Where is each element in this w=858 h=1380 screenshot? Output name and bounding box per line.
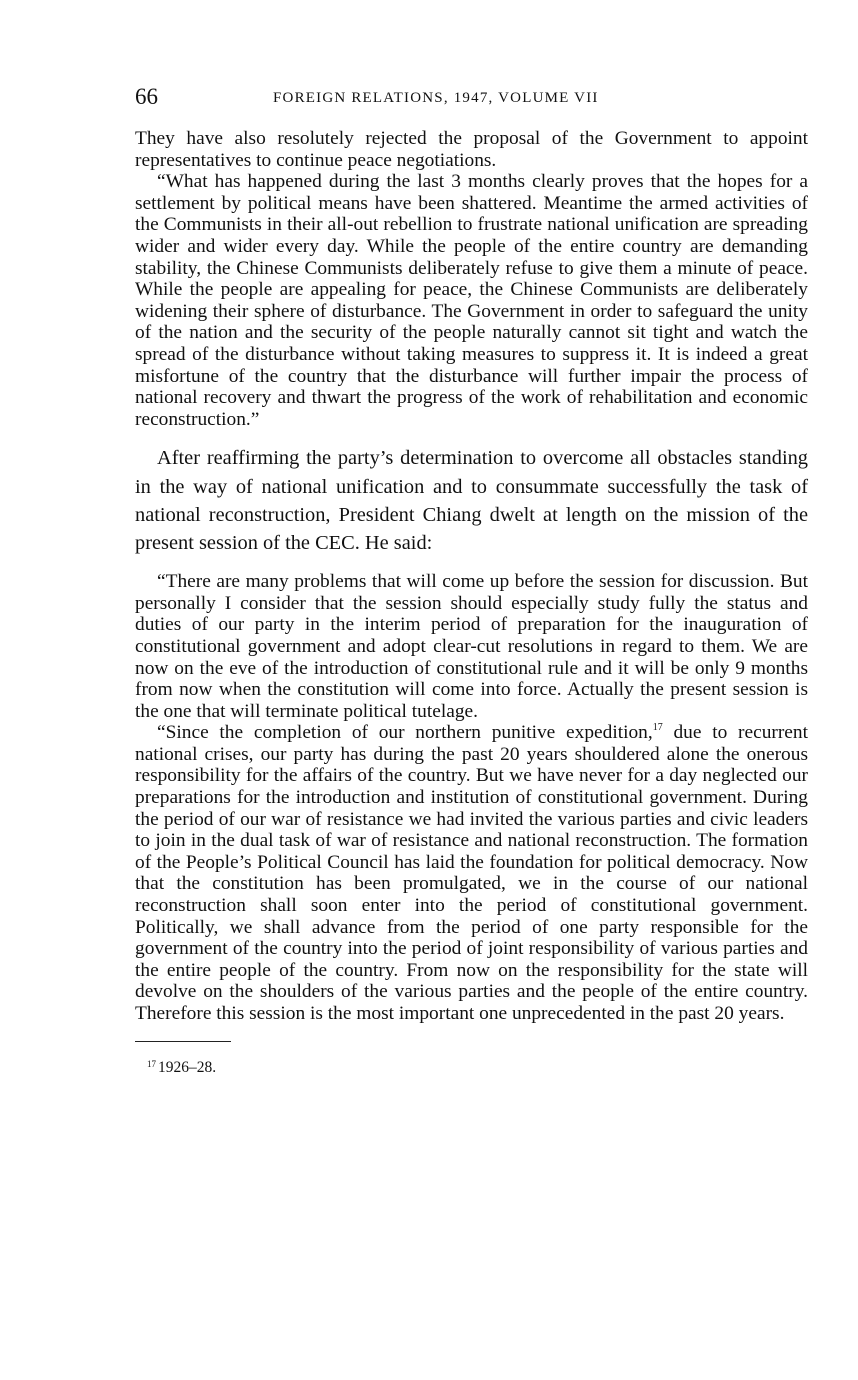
quoted-paragraph: “There are many problems that will come up before the session for discussion. But personally I consider that the session should especially study fully the status and duties of our party in the interim period of preparation for the inauguration of constitutional government and adopt clear-cut resolutions in regard to them. We are now on the eve of the introduction of constitutional rule and it will be only 9 months from now when the constitution will come into force. Actually the present session is the one that will terminate political tutelage. [135,571,808,722]
narrative-paragraph: After reaffirming the party’s determination to overcome all obstacles standing in the way of national unification and to consummate successfully the task of national reconstruction, President Chiang dwelt at length on the mission of the present session of the CEC. He said: [135,447,808,554]
page-number: 66 [135,84,158,109]
quoted-speech [135,571,808,1024]
footnote-text: 1926–28. [158,1058,217,1076]
narrative-section [135,444,808,557]
quoted-statement-continued [135,128,808,430]
page-header [135,82,808,118]
footnote-mark: 17 [147,1058,156,1069]
quoted-text: “Since the completion of our northern punitive expedition, [157,722,653,744]
body-paragraph: They have also resolutely rejected the proposal of the Government to appoint representatives to continue peace negotiations. [135,128,808,171]
quoted-paragraph: “What has happened during the last 3 months clearly proves that the hopes for a settlement by political means have been shattered. Meantime the armed activities of the Communists in their all-out rebellion to frustrate national unification are spreading wider and wider every day. While the people of the entire country are demanding stability, the Chinese Communists deliberately refuse to give them a minute of peace. While the people are appealing for peace, the Chinese Communists are deliberately widening their sphere of disturbance. The Government in order to safeguard the unity of the nation and the security of the people naturally cannot sit tight and watch the spread of the disturbance without taking measures to suppress it. It is indeed a great misfortune of the country that the disturbance will further impair the process of national recovery and thwart the progress of the work of rehabilitation and economic reconstruction.” [135,171,808,430]
footnote-divider [135,1041,231,1042]
quoted-paragraph [135,722,808,1024]
document-page [135,82,808,1078]
running-title: FOREIGN RELATIONS, 1947, VOLUME VII [273,90,599,106]
quoted-text: due to recurrent national crises, our party has during the past 20 years shouldered alone the onerous responsibility for the affairs of the country. But we have never for a day neglected our preparations for the introduction and institution of constitutional government. During the period of our war of resistance we had invited the various parties and civic leaders to join in the dual task of war of resistance and national reconstruction. The formation of the People’s Political Council has laid the foundation for political democracy. Now that the constitution has been promulgated, we in the course of our national reconstruction shall soon enter into the period of constitutional government. Politically, we shall advance from the period of one party responsible for the government of the country into the period of joint responsibility of various parties and the entire people of the country. From now on the responsibility for the state will devolve on the shoulders of the various parties and the people of the entire country. Therefore this session is the most important one unprecedented in the past 20 years. [135,722,808,1024]
footnote [135,1054,808,1078]
footnote-reference[interactable]: 17 [652,722,663,734]
